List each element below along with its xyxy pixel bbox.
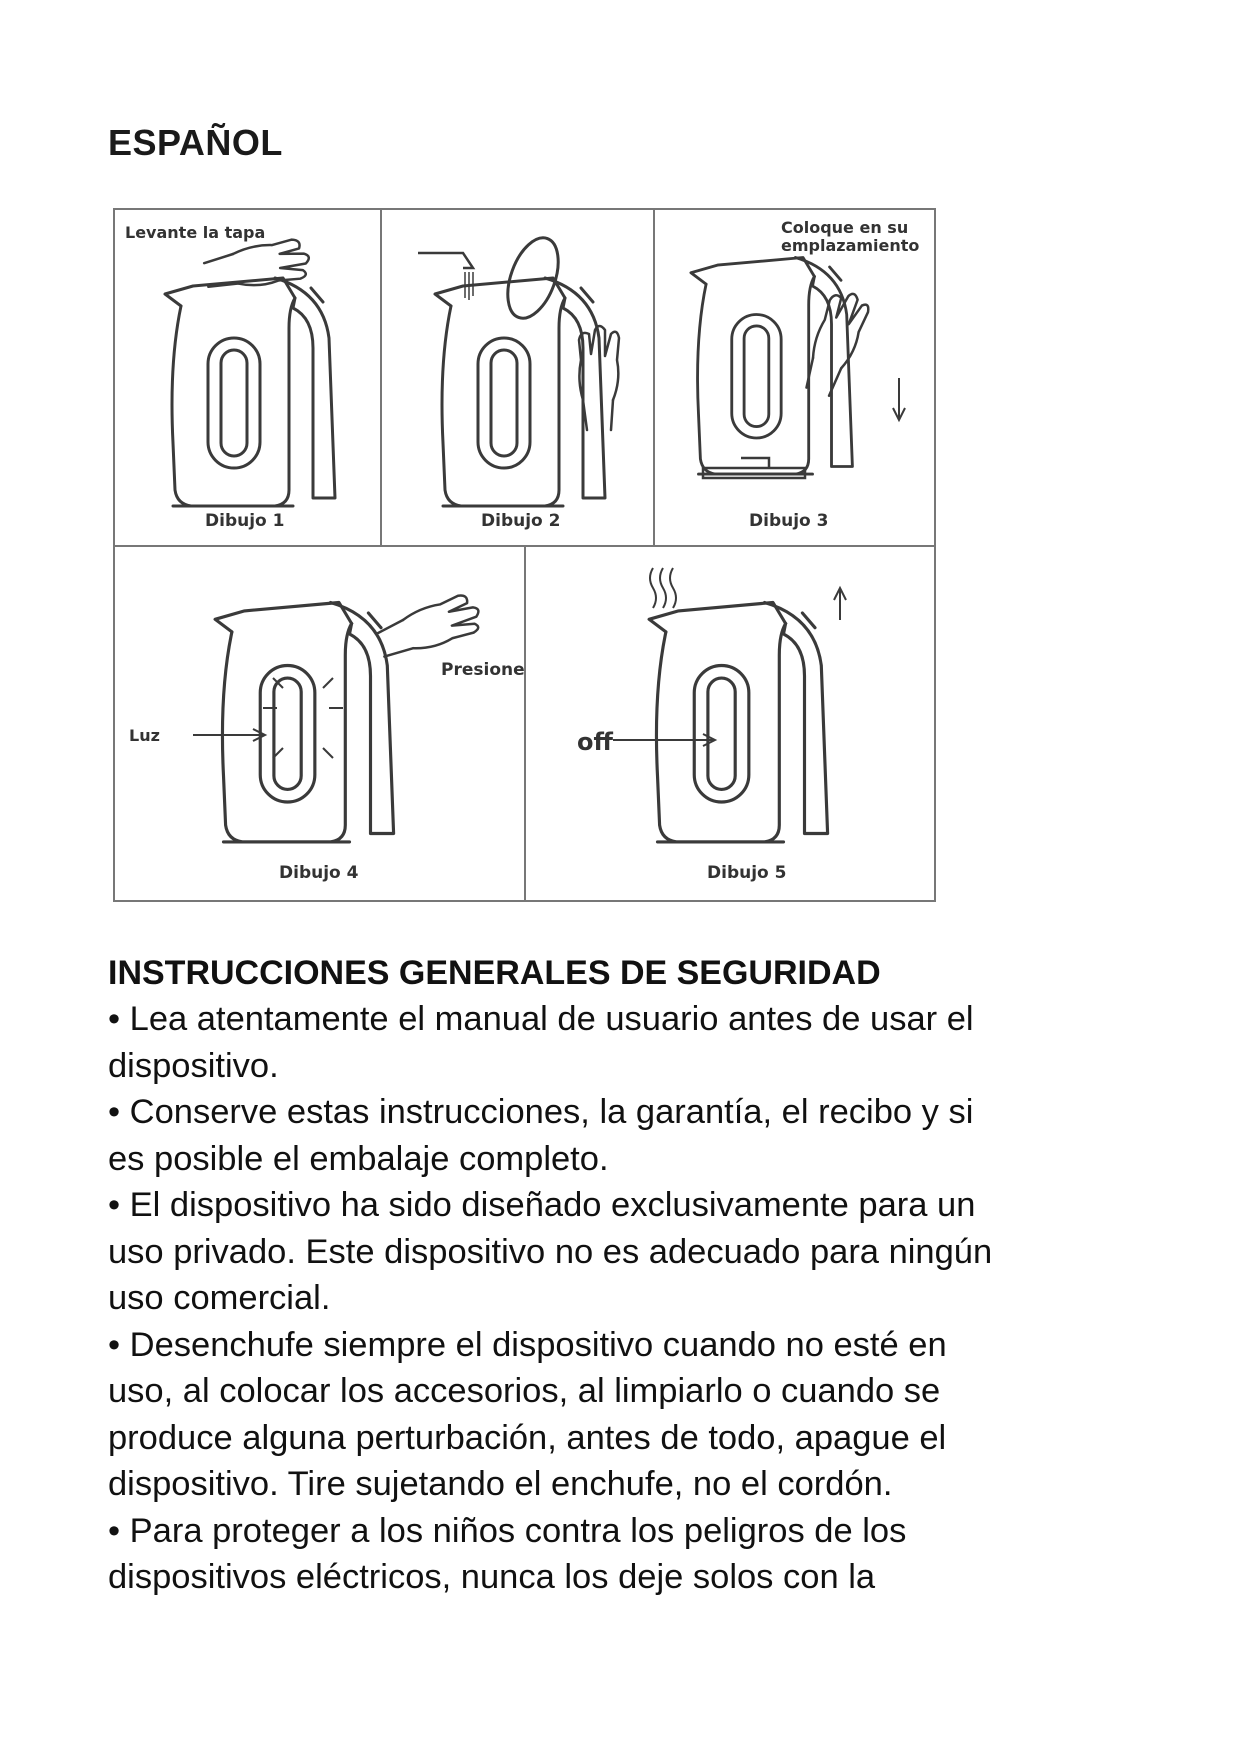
panel-3-caption: Dibujo 3: [749, 511, 829, 531]
lid-icon: [498, 231, 568, 325]
safety-item-line: • Para proteger a los niños contra los peligros de los: [108, 1511, 907, 1550]
panel-3: [691, 218, 920, 531]
safety-item-line: dispositivo.: [108, 1046, 279, 1085]
safety-item: [108, 1322, 1138, 1508]
panel-2-caption: Dibujo 2: [481, 511, 561, 531]
panel-4: [129, 591, 525, 883]
safety-item-line: • Desenchufe siempre el dispositivo cuando no esté en: [108, 1325, 947, 1364]
safety-item-line: uso, al colocar los accesorios, al limpiarlo o cuando se: [108, 1372, 941, 1410]
panel-4-caption: Dibujo 4: [279, 863, 359, 883]
safety-item-line: uso comercial.: [108, 1279, 331, 1317]
panel-1-label: Levante la tapa: [125, 223, 266, 242]
up-arrow-icon: [834, 588, 846, 620]
safety-item: [108, 996, 1138, 1089]
off-arrow-icon: [613, 734, 715, 746]
panel-5-caption: Dibujo 5: [707, 863, 787, 883]
safety-item-line: dispositivo. Tire sujetando el enchufe, no el cordón.: [108, 1465, 893, 1503]
panel-3-label-line1: Coloque en su: [781, 218, 909, 237]
panel-5-label-off: off: [577, 728, 613, 756]
safety-item: [108, 1089, 1138, 1182]
kettle-instructions-figure: [113, 208, 936, 902]
safety-item: [108, 1182, 1138, 1322]
light-arrow-icon: [193, 729, 265, 741]
safety-item-line: • Lea atentamente el manual de usuario antes de usar el: [108, 1000, 974, 1038]
language-heading: ESPAÑOL: [108, 122, 283, 163]
safety-item-line: es posible el embalaje completo.: [108, 1139, 609, 1178]
panel-3-label-line2: emplazamiento: [781, 236, 920, 255]
safety-item-line: produce alguna perturbación, antes de todo, apague el: [108, 1418, 947, 1457]
panel-4-label-light: Luz: [129, 726, 160, 745]
panel-2: [418, 231, 619, 531]
panel-1: [125, 223, 335, 531]
safety-item-line: uso privado. Este dispositivo no es adecuado para ningún: [108, 1232, 993, 1271]
panel-5: [577, 568, 846, 883]
safety-title: INSTRUCCIONES GENERALES DE SEGURIDAD: [108, 954, 881, 992]
panel-4-label-press: Presione: [441, 660, 525, 680]
safety-item-line: • Conserve estas instrucciones, la garantía, el recibo y si: [108, 1093, 974, 1131]
safety-item-line: • El dispositivo ha sido diseñado exclusivamente para un: [108, 1186, 976, 1224]
steam-icon: [650, 568, 676, 608]
down-arrow-icon: [893, 378, 905, 420]
safety-instructions: [108, 950, 1138, 1601]
safety-item-line: dispositivos eléctricos, nunca los deje solos con la: [108, 1558, 876, 1596]
water-tap-icon: [418, 253, 473, 268]
panel-1-caption: Dibujo 1: [205, 511, 285, 531]
safety-item: [108, 1508, 1138, 1601]
